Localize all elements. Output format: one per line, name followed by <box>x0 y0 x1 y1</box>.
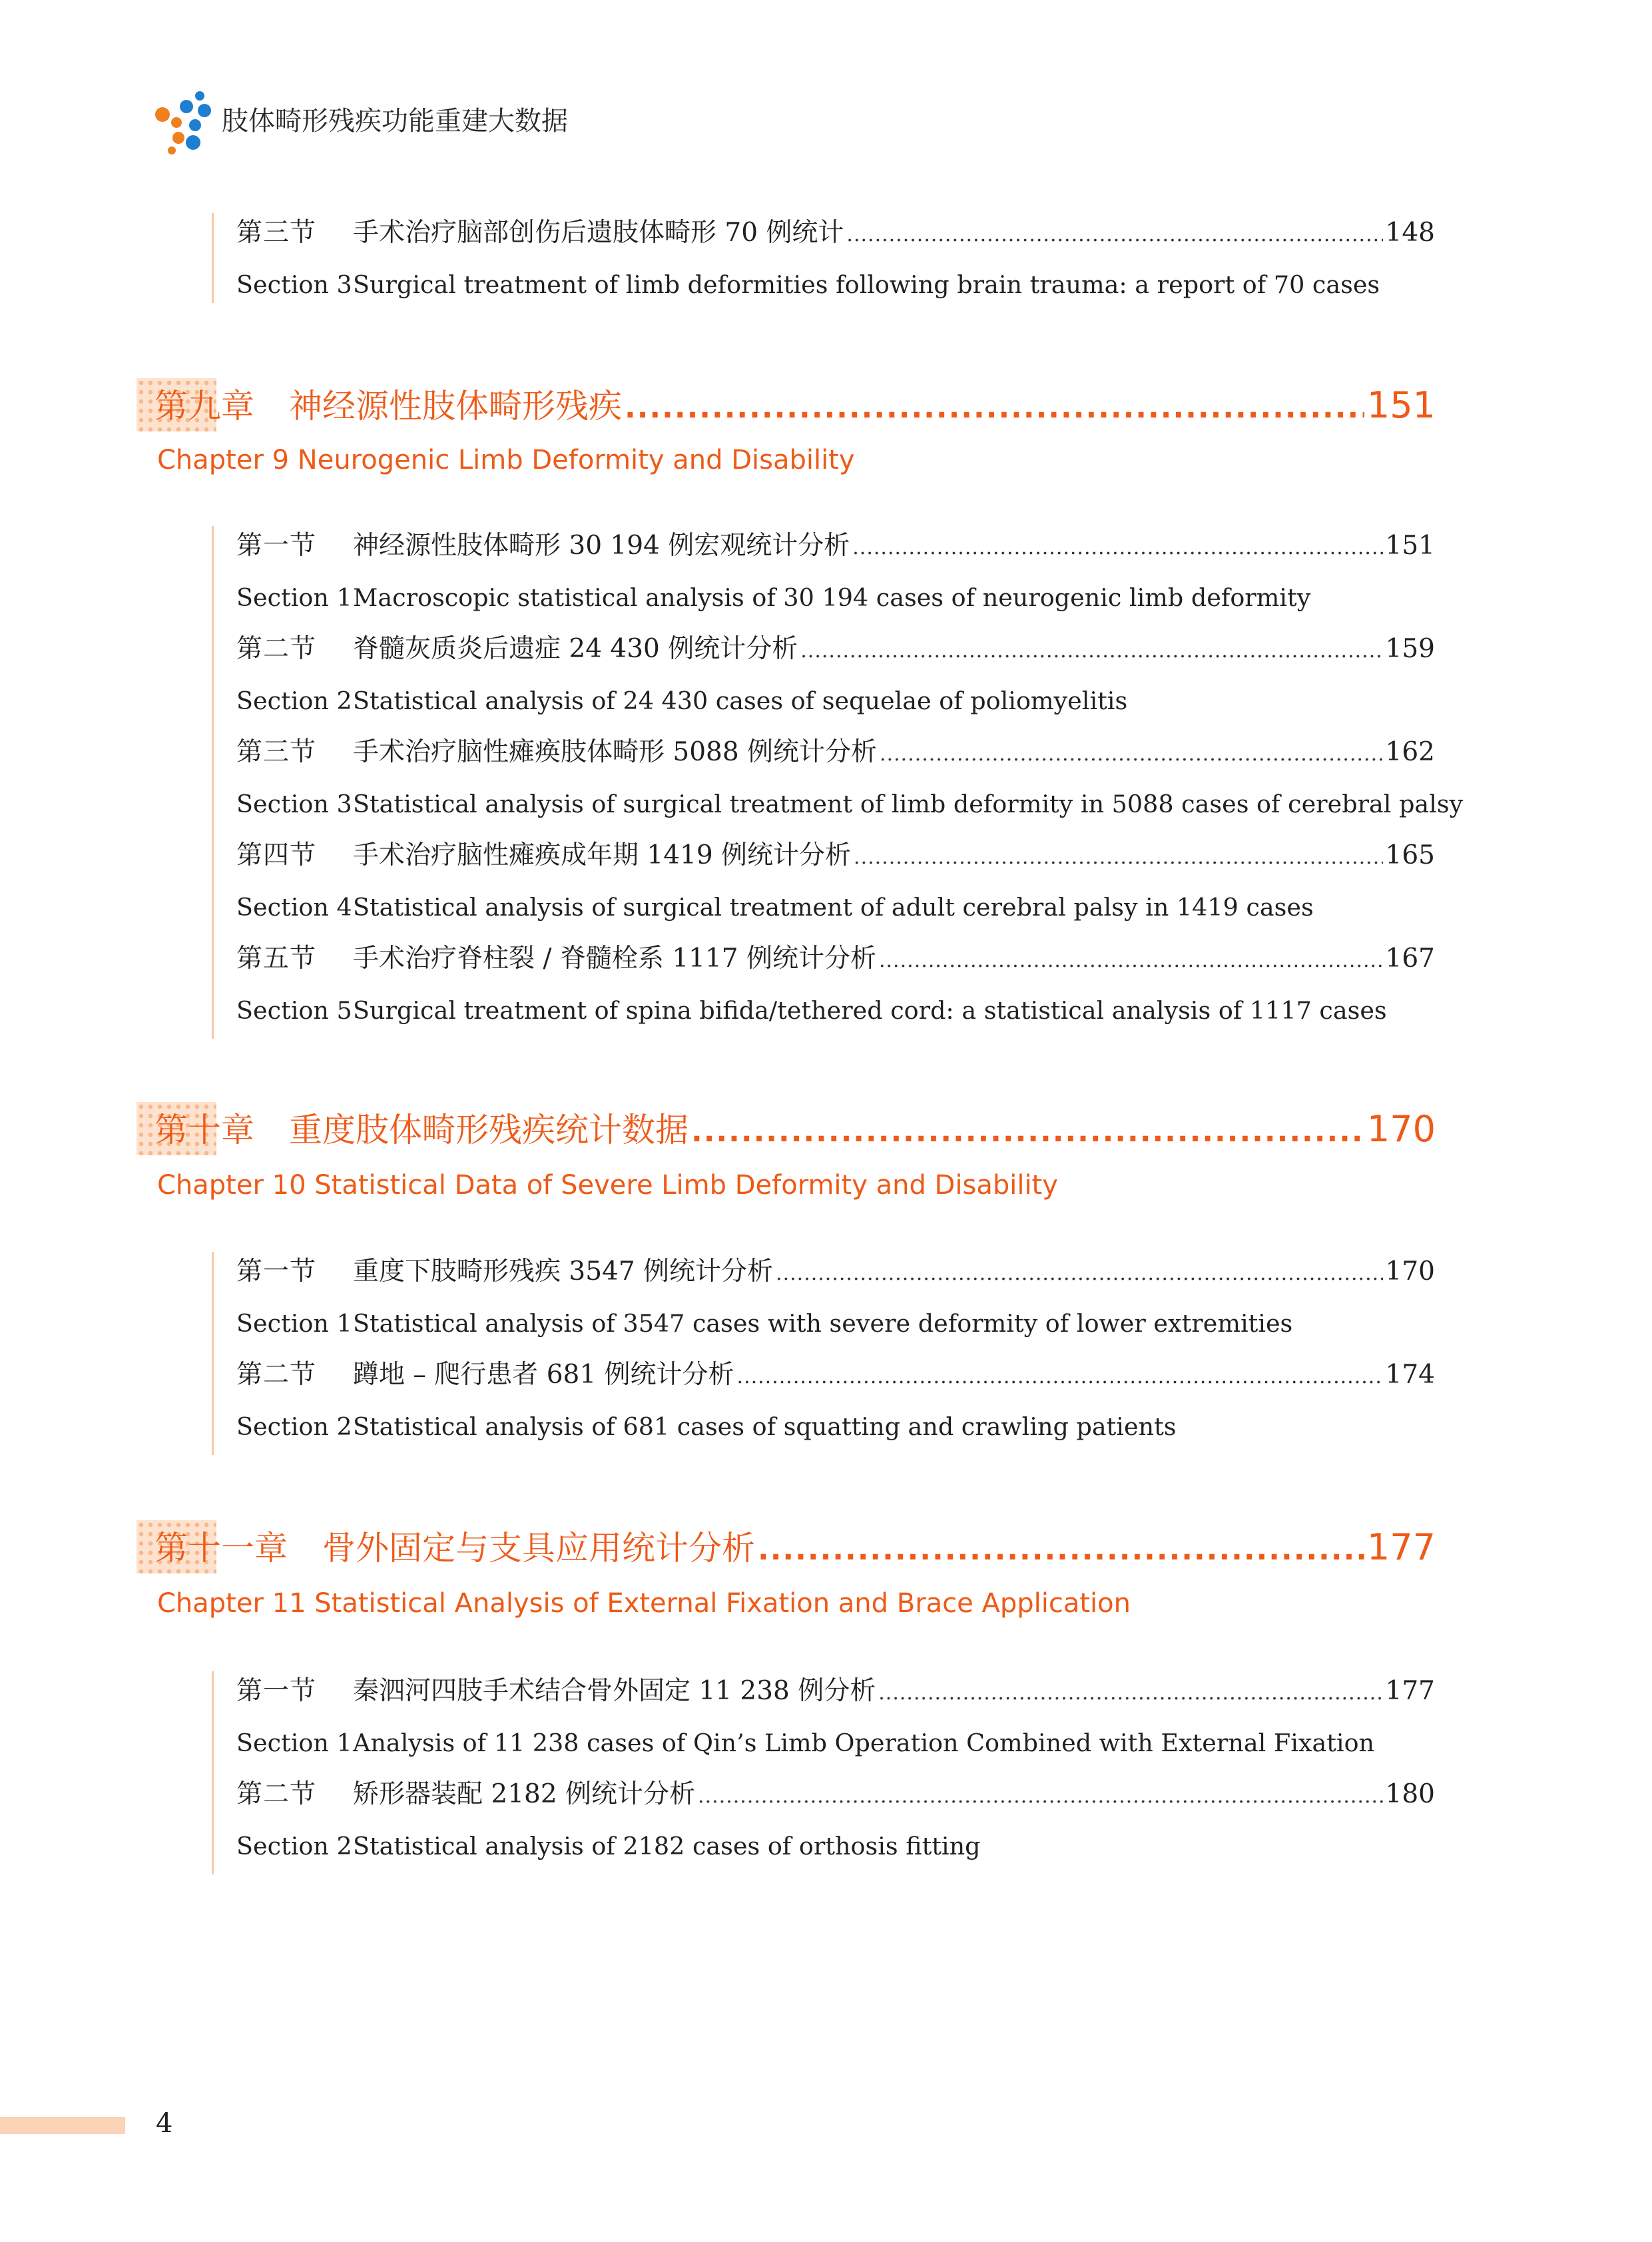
section-label-en: Section 2 <box>236 1832 352 1860</box>
chapter-number: 第十一章 <box>154 1529 288 1567</box>
section-title: 重度下肢畸形残疾 3547 例统计分析 <box>353 1257 774 1286</box>
page-number-folio: 4 <box>156 2108 173 2139</box>
section-title: 神经源性肢体畸形 30 194 例宏观统计分析 <box>353 531 850 561</box>
section-title: 蹲地 – 爬行患者 681 例统计分析 <box>353 1360 734 1390</box>
section-title-en: Macroscopic statistical analysis of 30 194 cases of neurogenic limb deformity <box>353 583 1311 612</box>
toc-section-row[interactable] <box>236 629 1435 669</box>
section-number: 第二节 <box>236 1779 317 1809</box>
section-title: 手术治疗脑性瘫痪成年期 1419 例统计分析 <box>353 840 852 870</box>
section-label-en: Section 5 <box>236 996 352 1025</box>
page-number: 180 <box>1385 1779 1435 1809</box>
chapter-title-en: Chapter 9 Neurogenic Limb Deformity and Disability <box>157 445 855 475</box>
toc-section-row[interactable] <box>236 526 1435 566</box>
toc-section-en <box>236 266 1380 304</box>
page-number: 174 <box>1385 1360 1435 1390</box>
section-title-en: Statistical analysis of 681 cases of squatting and crawling patients <box>353 1412 1177 1441</box>
toc-section-row[interactable] <box>236 1355 1435 1395</box>
page-number: 177 <box>1385 1676 1435 1706</box>
toc-section-en <box>236 1828 980 1865</box>
page-number: 148 <box>1385 218 1435 248</box>
page-number: 151 <box>1385 531 1435 561</box>
page-number: 165 <box>1385 840 1435 870</box>
page-number: 170 <box>1385 1257 1435 1286</box>
section-title: 手术治疗脑部创伤后遗肢体畸形 70 例统计 <box>353 218 844 248</box>
section-title-en: Statistical analysis of 24 430 cases of sequelae of poliomyelitis <box>353 687 1128 715</box>
dot-leader <box>879 941 1383 981</box>
toc-section-row[interactable] <box>236 836 1435 876</box>
page-number: 159 <box>1385 634 1435 664</box>
chapter-page-number: 177 <box>1366 1526 1436 1568</box>
dot-leader <box>691 1103 1364 1161</box>
section-title-en: Statistical analysis of 3547 cases with severe deformity of lower extremities <box>353 1309 1293 1338</box>
dot-leader <box>852 528 1382 568</box>
toc-section-row[interactable] <box>236 213 1435 253</box>
section-title: 手术治疗脊柱裂 / 脊髓栓系 1117 例统计分析 <box>353 944 876 974</box>
section-label-en: Section 1 <box>236 583 352 612</box>
chapter-title-en: Chapter 11 Statistical Analysis of External Fixation and Brace Application <box>157 1588 1131 1619</box>
toc-section-en <box>236 683 1127 720</box>
section-title-en: Surgical treatment of spina bifida/tethered cord: a statistical analysis of 1117 cases <box>353 996 1387 1025</box>
dot-leader <box>846 215 1382 255</box>
footer-accent-bar <box>0 2117 125 2134</box>
toc-section-en <box>236 1305 1292 1342</box>
section-title-en: Analysis of 11 238 cases of Qin’s Limb Operation Combined with External Fixation <box>353 1729 1375 1757</box>
chapter-title: 神经源性肢体畸形残疾 <box>289 387 622 425</box>
dot-leader <box>880 734 1383 774</box>
section-number: 第一节 <box>236 1257 317 1286</box>
section-title-en: Statistical analysis of surgical treatment of limb deformity in 5088 cases of cerebral palsy <box>353 790 1464 818</box>
dot-leader <box>776 1254 1383 1294</box>
chapter-number: 第九章 <box>154 387 254 425</box>
section-group-rule <box>212 1671 214 1874</box>
section-number: 第五节 <box>236 944 317 974</box>
section-number: 第一节 <box>236 531 317 561</box>
chapter-number: 第十章 <box>154 1111 254 1149</box>
section-number: 第一节 <box>236 1676 317 1706</box>
section-number: 第三节 <box>236 218 317 248</box>
section-title: 矫形器装配 2182 例统计分析 <box>353 1779 696 1809</box>
section-title-en: Statistical analysis of 2182 cases of orthosis fitting <box>353 1832 981 1860</box>
section-group-rule <box>212 1252 214 1455</box>
chapter-page-number: 151 <box>1366 384 1436 426</box>
section-label-en: Section 2 <box>236 1412 352 1441</box>
toc-chapter-row[interactable] <box>154 1519 1436 1576</box>
section-label-en: Section 1 <box>236 1729 352 1757</box>
toc-section-row[interactable] <box>236 1252 1435 1292</box>
toc-section-row[interactable] <box>236 1775 1435 1815</box>
header-title: 肢体畸形残疾功能重建大数据 <box>222 106 568 137</box>
page-number: 162 <box>1385 737 1435 767</box>
toc-chapter-row[interactable] <box>154 377 1436 434</box>
page-number: 167 <box>1385 944 1435 974</box>
dot-leader <box>625 380 1364 437</box>
section-number: 第三节 <box>236 737 317 767</box>
toc-section-en <box>236 1725 1374 1762</box>
chapter-title: 骨外固定与支具应用统计分析 <box>322 1529 755 1567</box>
dot-leader <box>878 1673 1382 1713</box>
section-title: 秦泗河四肢手术结合骨外固定 11 238 例分析 <box>353 1676 876 1706</box>
toc-section-en <box>236 1408 1176 1446</box>
toc-section-row[interactable] <box>236 1671 1435 1711</box>
dot-leader <box>800 631 1382 671</box>
chapter-title-en: Chapter 10 Statistical Data of Severe Limb Deformity and Disability <box>157 1170 1058 1201</box>
dot-leader <box>854 838 1383 878</box>
section-title: 手术治疗脑性瘫痪肢体畸形 5088 例统计分析 <box>353 737 878 767</box>
section-label-en: Section 2 <box>236 687 352 715</box>
toc-chapter-row[interactable] <box>154 1101 1436 1158</box>
section-title-en: Surgical treatment of limb deformities following brain trauma: a report of 70 cases <box>353 270 1380 299</box>
toc-section-row[interactable] <box>236 732 1435 772</box>
toc-section-row[interactable] <box>236 939 1435 979</box>
section-group-rule <box>212 526 214 1039</box>
toc-section-en <box>236 579 1310 617</box>
chapter-title: 重度肢体畸形残疾统计数据 <box>289 1111 688 1149</box>
toc-section-en <box>236 992 1387 1029</box>
section-label-en: Section 1 <box>236 1309 352 1338</box>
molecule-logo-icon <box>153 87 226 160</box>
section-title-en: Statistical analysis of surgical treatment of adult cerebral palsy in 1419 cases <box>353 893 1314 922</box>
section-label-en: Section 4 <box>236 893 352 922</box>
dot-leader <box>698 1777 1383 1817</box>
section-number: 第四节 <box>236 840 317 870</box>
section-group-rule <box>212 213 214 303</box>
toc-section-en <box>236 786 1463 823</box>
section-label-en: Section 3 <box>236 790 352 818</box>
chapter-page-number: 170 <box>1366 1108 1436 1150</box>
toc-section-en <box>236 889 1314 926</box>
section-number: 第二节 <box>236 634 317 664</box>
dot-leader <box>737 1357 1383 1397</box>
dot-leader <box>758 1522 1364 1579</box>
section-label-en: Section 3 <box>236 270 352 299</box>
section-number: 第二节 <box>236 1360 317 1390</box>
section-title: 脊髓灰质炎后遗症 24 430 例统计分析 <box>353 634 798 664</box>
